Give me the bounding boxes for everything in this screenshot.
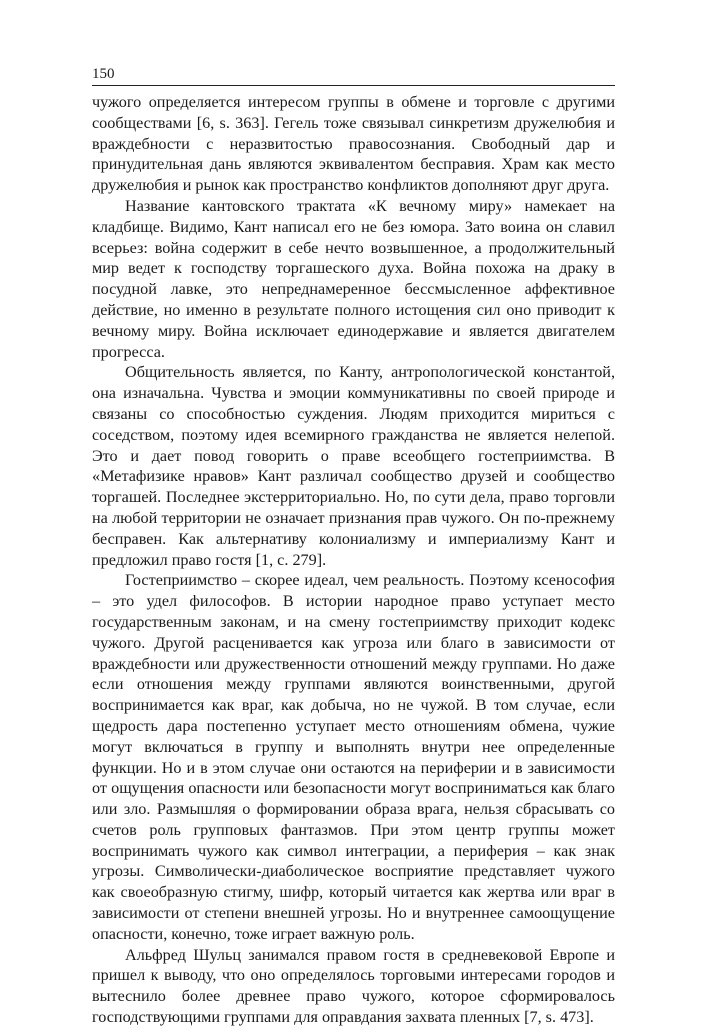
page-header [92, 63, 615, 86]
body-text [92, 92, 615, 1028]
page-number: 150 [92, 66, 115, 82]
paragraph-1: чужого определяется интересом группы в обмене и торговле с другими сообществами [6, s. 363]. Гегель тоже связывал синкретизм дружелюбия и враждебности с неразвитостью правосознания. Свободный дар и принудительная дань являются эквивалентом бесправия. Храм как место дружелюбия и рынок как пространство конфликтов дополняют друг друга. [92, 93, 615, 195]
paragraph-4: Гостеприимство – скорее идеал, чем реальность. Поэтому ксенософия – это удел философов. В истории народное право уступает место государственным законам, и на смену гостеприимству приходит кодекс чужого. Другой расценивается как угроза или благо в зависимости от враждебности или дружественности отношений между группами. Но даже если отношения между группами являются воинственными, другой воспринимается как враг, как добыча, но не чужой. В том случае, если щедрость дара постепенно уступает место отношениям обмена, чужие могут включаться в группу и выполнять внутри нее определенные функции. Но и в этом случае они остаются на периферии и в зависимости от ощущения опасности или безопасности могут восприниматься как благо или зло. Размышляя о формировании образа врага, нельзя сбрасывать со счетов роль групповых фантазмов. При этом центр группы может воспринимать чужого как символ интеграции, а периферия – как знак угрозы. Символически-диаболическое восприятие представляет чужого как своеобразную стигму, шифр, который читается как жертва или враг в зависимости от степени внешней угрозы. Но и внутреннее самоощущение опасности, конечно, тоже играет важную роль. [92, 571, 615, 943]
document-page [92, 63, 615, 1028]
paragraph-2: Название кантовского трактата «К вечному миру» намекает на кладбище. Видимо, Кант написал его не без юмора. Зато воина он славил всерьез: война содержит в себе нечто возвышенное, а продолжительный мир ведет к господству торгашеского духа. Война похожа на драку в посудной лавке, это непреднамеренное бессмысленное аффективное действие, но именно в результате полного истощения сил оно приводит к вечному миру. Война исключает единодержавие и является двигателем прогресса. [92, 196, 615, 361]
paragraph-3: Общительность является, по Канту, антропологической константой, она изначальна. Чувства и эмоции коммуникативны по своей природе и связаны со способностью суждения. Людям приходится мириться с соседством, поэтому идея всемирного гражданства не является нелепой. Это и дает повод говорить о праве всеобщего гостеприимства. В «Метафизике нравов» Кант различал сообщество друзей и сообщество торгашей. Последнее экстерриториально. Но, по сути дела, право торговли на любой территории не означает признания прав чужого. Он по-прежнему бесправен. Как альтернативу колониализму и империализму Кант и предложил право гостя [1, с. 279]. [92, 363, 615, 569]
paragraph-5: Альфред Шульц занимался правом гостя в средневековой Европе и пришел к выводу, что оно определялось торговыми интересами городов и вытеснило более древнее право чужого, которое сформировалось господствующими группами для оправдания захвата пленных [7, s. 473]. [92, 945, 615, 1027]
